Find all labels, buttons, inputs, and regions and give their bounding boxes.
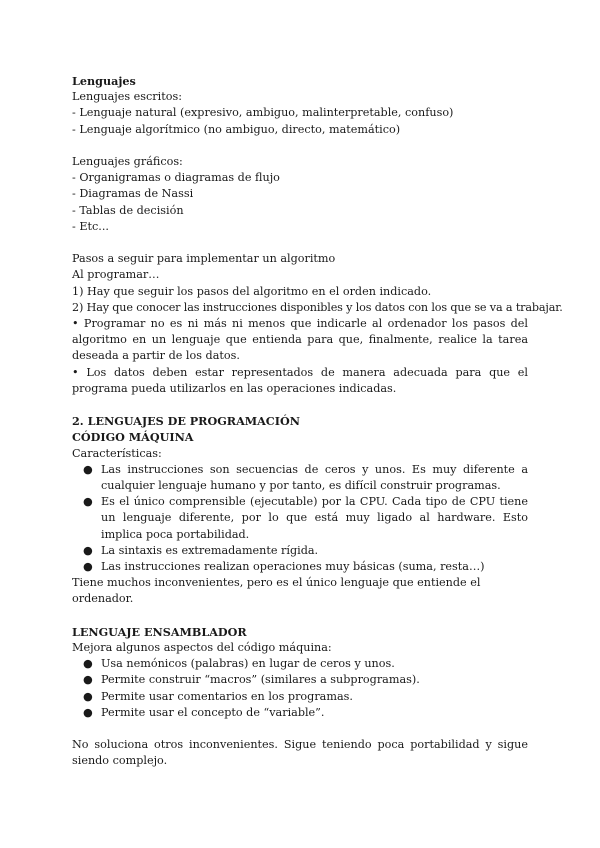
list-item-text: Usa nemónicos (palabras) en lugar de ceros y unos. [101, 657, 395, 671]
list-item [72, 494, 528, 543]
list-item-text: Es el único comprensible (ejecutable) por la CPU. Cada tipo de CPU tiene un lenguaje diferente, por lo que está muy ligado al hardware. Esto implica poca portabilidad. [101, 495, 528, 541]
list-item: - Lenguaje algorítmico (no ambiguo, directo, matemático) [72, 122, 401, 136]
bullet-icon: ● [83, 462, 93, 476]
steps-title: Pasos a seguir para implementar un algoritmo [72, 252, 336, 266]
section-title-programming-languages: 2. LENGUAJES DE PROGRAMACIÓN [72, 414, 300, 429]
written-languages-intro: Lenguajes escritos: [72, 90, 182, 104]
subtitle-machine-code: CÓDIGO MÁQUINA [72, 430, 194, 445]
bullet-icon: ● [83, 543, 93, 557]
list-item: - Diagramas de Nassi [72, 187, 194, 201]
list-item [72, 672, 528, 688]
list-item: - Lenguaje natural (expresivo, ambiguo, malinterpretable, confuso) [72, 106, 454, 120]
list-item-text: Permite usar comentarios en los programas. [101, 689, 353, 703]
list-item: - Tablas de decisión [72, 203, 184, 217]
list-item [72, 705, 528, 721]
list-item-text: Permite usar el concepto de “variable”. [101, 705, 325, 719]
step-item: 2) Hay que conocer las instrucciones disponibles y los datos con los que se va a trabajar. [72, 300, 563, 314]
bullet-icon: ● [83, 495, 93, 509]
step-item: • Los datos deben estar representados de manera adecuada para que el programa pueda utilizarlos en las operaciones indicadas. [72, 365, 528, 395]
assembler-closing: No soluciona otros inconvenientes. Sigue teniendo poca portabilidad y sigue siendo complejo. [72, 738, 528, 768]
document-page [72, 73, 563, 770]
characteristics-label: Características: [72, 446, 162, 460]
list-item [72, 559, 528, 575]
list-item-text: La sintaxis es extremadamente rígida. [101, 543, 319, 557]
list-item [72, 689, 528, 705]
assembler-list [72, 656, 528, 721]
bullet-icon: ● [83, 689, 93, 703]
machine-code-conclusion: Tiene muchos inconvenientes, pero es el único lenguaje que entiende el ordenador. [72, 576, 481, 606]
assembler-intro: Mejora algunos aspectos del código máquina: [72, 641, 332, 655]
list-item [72, 543, 528, 559]
section-title-assembler: LENGUAJE ENSAMBLADOR [72, 624, 247, 639]
list-item [72, 462, 528, 494]
bullet-icon: ● [83, 705, 93, 719]
list-item-text: Permite construir “macros” (similares a subprogramas). [101, 673, 420, 687]
when-programming: Al programar… [72, 268, 160, 282]
graphic-languages-intro: Lenguajes gráficos: [72, 155, 183, 168]
list-item: - Etc... [72, 219, 109, 233]
section-title-lenguajes: Lenguajes [72, 74, 136, 88]
list-item-text: Las instrucciones realizan operaciones muy básicas (suma, resta…) [101, 560, 485, 574]
bullet-icon: ● [83, 560, 93, 574]
list-item [72, 656, 528, 672]
bullet-icon: ● [83, 673, 93, 687]
step-item: 1) Hay que seguir los pasos del algoritmo en el orden indicado. [72, 284, 432, 298]
characteristics-list [72, 462, 528, 575]
list-item-text: Las instrucciones son secuencias de ceros y unos. Es muy diferente a cualquier lenguaje humano y por tanto, es difícil construir programas. [101, 462, 528, 493]
list-item: - Organigramas o diagramas de flujo [72, 171, 280, 185]
step-item: • Programar no es ni más ni menos que indicarle al ordenador los pasos del algoritmo en un lenguaje que entienda para que, finalmente, realice la tarea deseada a partir de los datos. [72, 317, 528, 363]
bullet-icon: ● [83, 657, 93, 671]
